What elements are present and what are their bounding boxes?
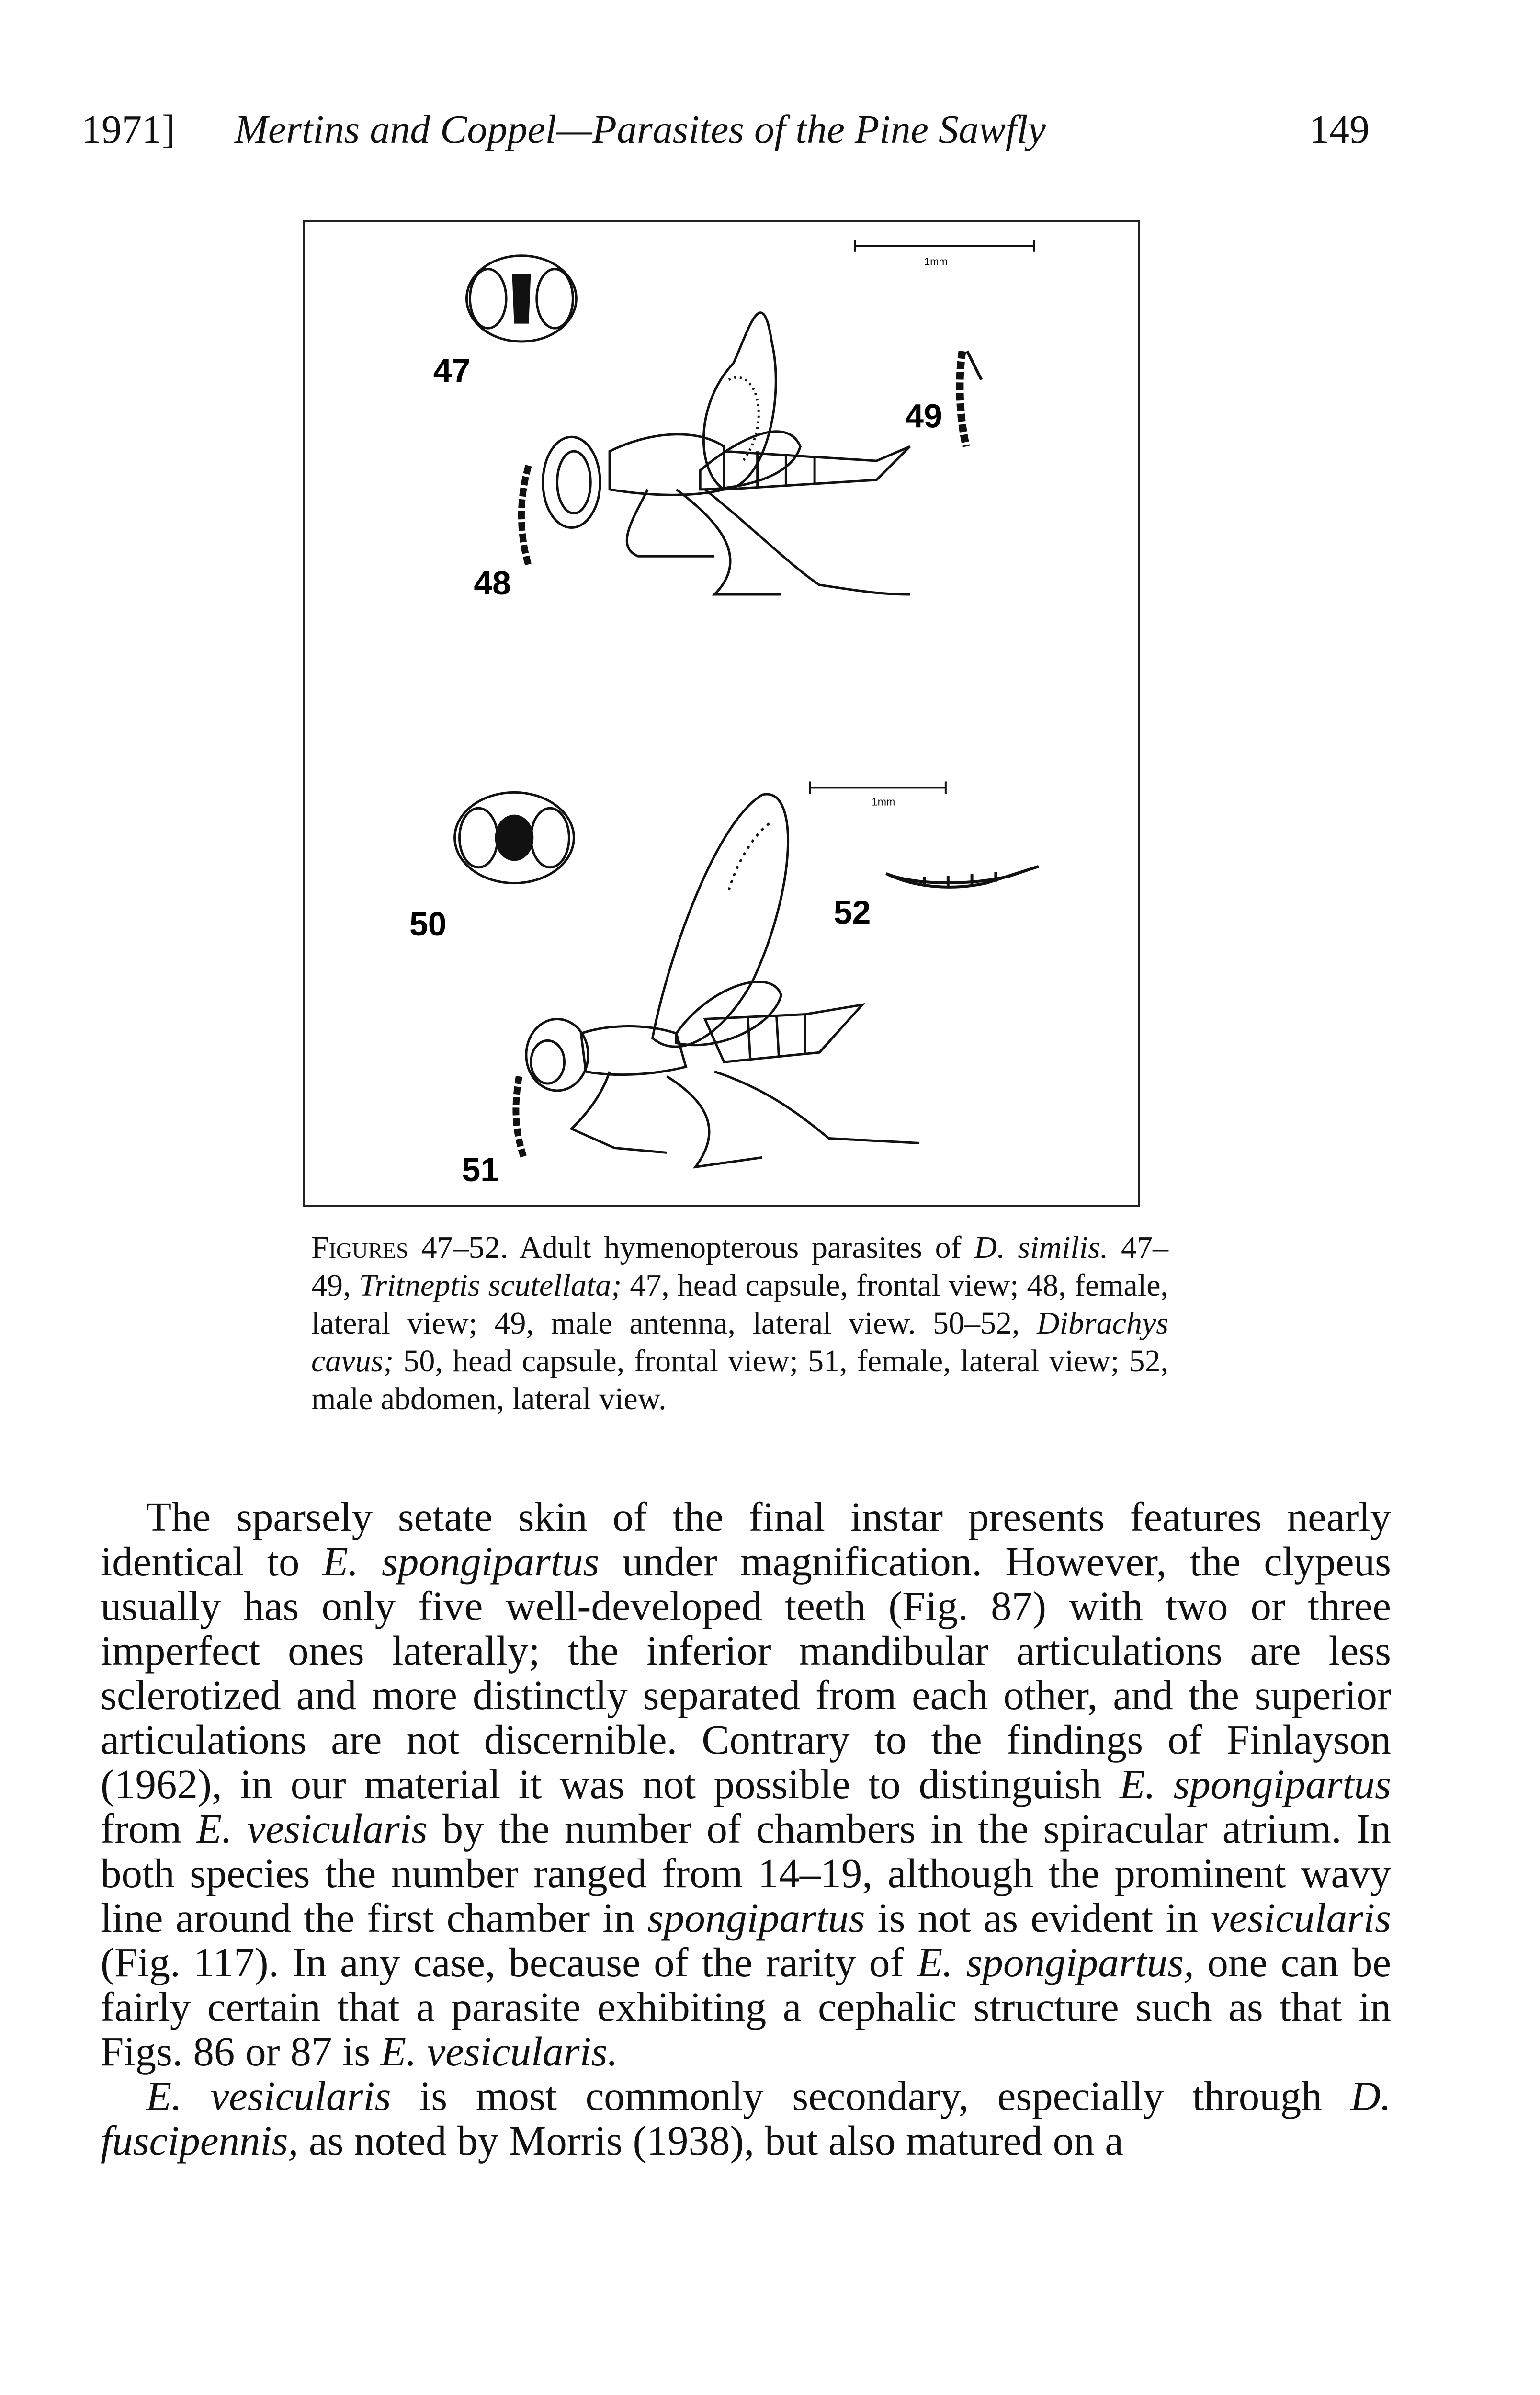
text-run: (Fig. 117). In any case, because of the rarity of	[101, 1939, 917, 1985]
caption-part3: 47, head capsule, frontal view; 48, female, lateral view; 49, male antenna, lateral view. 50–52,	[311, 1268, 1168, 1341]
figure-illustrations	[305, 222, 1138, 1205]
italic-text-run: E. vesicularis	[146, 2073, 391, 2119]
caption-part4: 50, head capsule, frontal view; 51, female, lateral view; 52, male abdomen, lateral view.	[311, 1344, 1168, 1416]
figure-caption	[311, 1229, 1168, 1418]
male-abdomen-52-icon	[886, 867, 1039, 887]
label-51: 51	[462, 1151, 499, 1189]
running-header	[81, 106, 1370, 159]
italic-text-run: E. spongipartus	[1120, 1761, 1391, 1807]
italic-text-run: E. vesicularis.	[380, 2028, 618, 2075]
text-run: one can be fairly certain that a parasite exhibiting a cephalic structure such as that in Figs. 86 or 87 is	[101, 1939, 1391, 2075]
label-47: 47	[433, 352, 471, 389]
caption-part2: 47–49,	[311, 1230, 1168, 1303]
label-50: 50	[409, 905, 447, 943]
caption-species2: Dibrachys cavus;	[311, 1306, 1168, 1379]
text-run: is most commonly secondary, especially through	[391, 2073, 1351, 2119]
running-title: Mertins and Coppel—Parasites of the Pine Sawfly	[235, 107, 1046, 152]
scale-label-bottom: 1mm	[872, 796, 895, 808]
male-antenna-49-icon	[960, 351, 981, 446]
caption-species-genus: D. similis.	[974, 1230, 1109, 1265]
text-run: as noted by Morris (1938), but also matured on a	[298, 2117, 1123, 2164]
paragraph-1	[101, 1494, 1391, 2074]
caption-lead: Figures 47–52.	[311, 1230, 509, 1265]
italic-text-run: spongipartus	[647, 1894, 865, 1941]
text-run: under magnification. However, the clypeus usually has only five well-developed teeth (Fig. 87) with two or three imperfect ones laterally; the inferior mandibular articulations are less sclerotized and more distinctly separated from each other, and the superior articulations are not discernible. Contrary to the findings of Finlayson (1962), in our material it was not possible to distinguish	[101, 1538, 1391, 1807]
head-capsule-50-icon	[455, 792, 574, 883]
female-wasp-48-icon	[521, 313, 910, 594]
head-capsule-47-icon	[466, 256, 576, 342]
label-52: 52	[833, 893, 871, 931]
label-48: 48	[474, 564, 511, 602]
italic-text-run: vesicularis	[1211, 1894, 1391, 1941]
italic-text-run: D. fuscipennis,	[101, 2073, 1391, 2164]
text-run: is not as evident in	[865, 1894, 1211, 1941]
text-run: The sparsely setate skin of the final instar presents features nearly identical to	[101, 1494, 1391, 1585]
scale-bar-top	[855, 240, 1034, 252]
scale-label-top: 1mm	[924, 255, 948, 268]
paragraph-2	[101, 2074, 1391, 2163]
italic-text-run: E. vesicularis	[196, 1805, 428, 1852]
body-text	[101, 1494, 1391, 2163]
italic-text-run: E. spongipartus,	[917, 1939, 1194, 1985]
header-year: 1971]	[81, 107, 175, 152]
text-run: by the number of chambers in the spiracular atrium. In both species the number ranged from 14–19, although the prominent wavy line around the first chamber in	[101, 1805, 1391, 1941]
label-49: 49	[905, 397, 942, 435]
female-wasp-51-icon	[516, 794, 919, 1167]
italic-text-run: E. spongipartus	[322, 1538, 600, 1585]
page-number: 149	[1309, 107, 1370, 152]
scale-bar-bottom	[810, 781, 946, 794]
caption-species1: Tritneptis scutellata;	[359, 1268, 622, 1303]
figure-plate	[303, 220, 1140, 1207]
text-run: from	[101, 1805, 197, 1852]
caption-part1: Adult hymenopterous parasites of	[508, 1230, 974, 1265]
